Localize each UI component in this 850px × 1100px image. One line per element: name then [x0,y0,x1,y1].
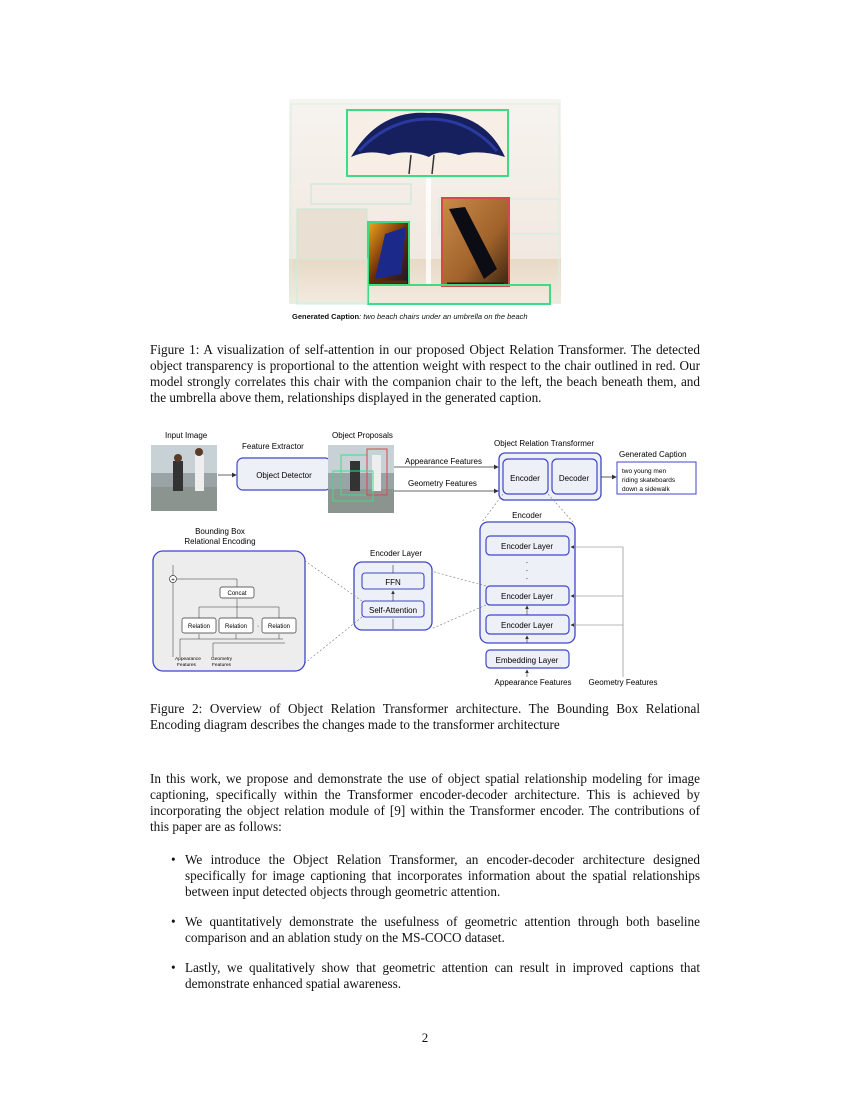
list-item: • We introduce the Object Relation Transformer, an encoder-decoder architecture designed specifically for image captioning that incorporates information about the spatial relationships between input detected objects through geometric attention. [171,852,700,899]
object-detector-label: Object Detector [256,471,312,480]
encoder-layer-label: Encoder Layer [500,542,554,551]
bottom-geometry-label: Geometry Features [588,678,658,687]
faint-box [297,209,367,259]
bbox-title: Bounding Box [195,527,245,536]
encoder-layer-title: Encoder Layer [369,549,423,558]
geometry-features-label: Geometry Features [408,479,477,488]
svg-text:·: · [525,566,529,575]
generated-caption-line: two young men [622,468,667,475]
encoder-layer-label: Encoder Layer [500,621,554,630]
encoder-layer-label: Encoder Layer [500,592,554,601]
small-appearance-label: Appearance [175,657,201,662]
relation-label: Relation [224,624,248,630]
bbox-encoding-box [153,551,305,671]
svg-text:·: · [525,574,529,583]
encoder-title: Encoder [512,511,542,520]
embedding-layer-label: Embedding Layer [495,656,559,665]
relation-label: Relation [267,624,291,630]
generated-caption-line: riding skateboards [622,477,676,484]
svg-text:·: · [256,623,260,630]
self-attention-label: Self-Attention [368,606,418,615]
feature-extractor-label: Feature Extractor [242,442,304,451]
object-proposals-label: Object Proposals [332,431,393,440]
appearance-features-label: Appearance Features [405,457,482,466]
figure-2 [145,425,705,695]
object-proposals-photo [328,445,394,513]
concat-label: Concat [227,591,247,597]
input-image-photo [151,445,217,511]
figure-2-caption: Figure 2: Overview of Object Relation Transformer architecture. The Bounding Box Relational Encoding diagram describes the changes made to the transformer architecture [150,701,700,732]
small-geometry-label: Geometry [211,657,233,662]
beach-sand [289,259,561,304]
input-image-label: Input Image [165,431,208,440]
contribution-list [171,852,700,1006]
encoder-label: Encoder [510,474,540,483]
generated-caption-title: Generated Caption [619,450,687,459]
svg-text:Features: Features [212,663,231,668]
figure-2-diagram [145,425,705,695]
svg-text:Features: Features [177,663,196,668]
intro-paragraph: In this work, we propose and demonstrate the use of object spatial relationship modeling for image captioning, specifically within the Transformer encoder-decoder architecture. This is achieved by incorporating the object relation module of [9] within the Transformer encoder. The contributions of this paper are as follows: [150,771,700,834]
svg-text:·: · [525,558,529,567]
page-number: 2 [421,1030,429,1045]
ort-title: Object Relation Transformer [494,439,595,448]
figure-1-image [289,99,561,324]
generated-caption-text: Generated Caption: two beach chairs under an umbrella on the beach [292,312,528,321]
svg-text:+: + [171,577,175,584]
ffn-label: FFN [385,578,401,587]
figure-1-caption: Figure 1: A visualization of self-attention in our proposed Object Relation Transformer. The detected object transparency is proportional to the attention weight with respect to the chair outlined in red. Our model strongly correlates this chair with the companion chair to the left, the beach beneath them, and the umbrella above them, relationships displayed in the generated caption. [150,342,700,405]
decoder-label: Decoder [558,474,590,483]
figure-1 [289,99,561,324]
bbox-title: Relational Encoding [184,537,256,546]
generated-caption-line: down a sidewalk [622,486,670,493]
bottom-appearance-label: Appearance Features [494,678,572,687]
list-item: • Lastly, we qualitatively show that geometric attention can result in improved captions that demonstrate enhanced spatial awareness. [171,960,700,991]
relation-label: Relation [187,624,211,630]
list-item: • We quantitatively demonstrate the usefulness of geometric attention through both baseline comparison and an ablation study on the MS-COCO dataset. [171,914,700,945]
